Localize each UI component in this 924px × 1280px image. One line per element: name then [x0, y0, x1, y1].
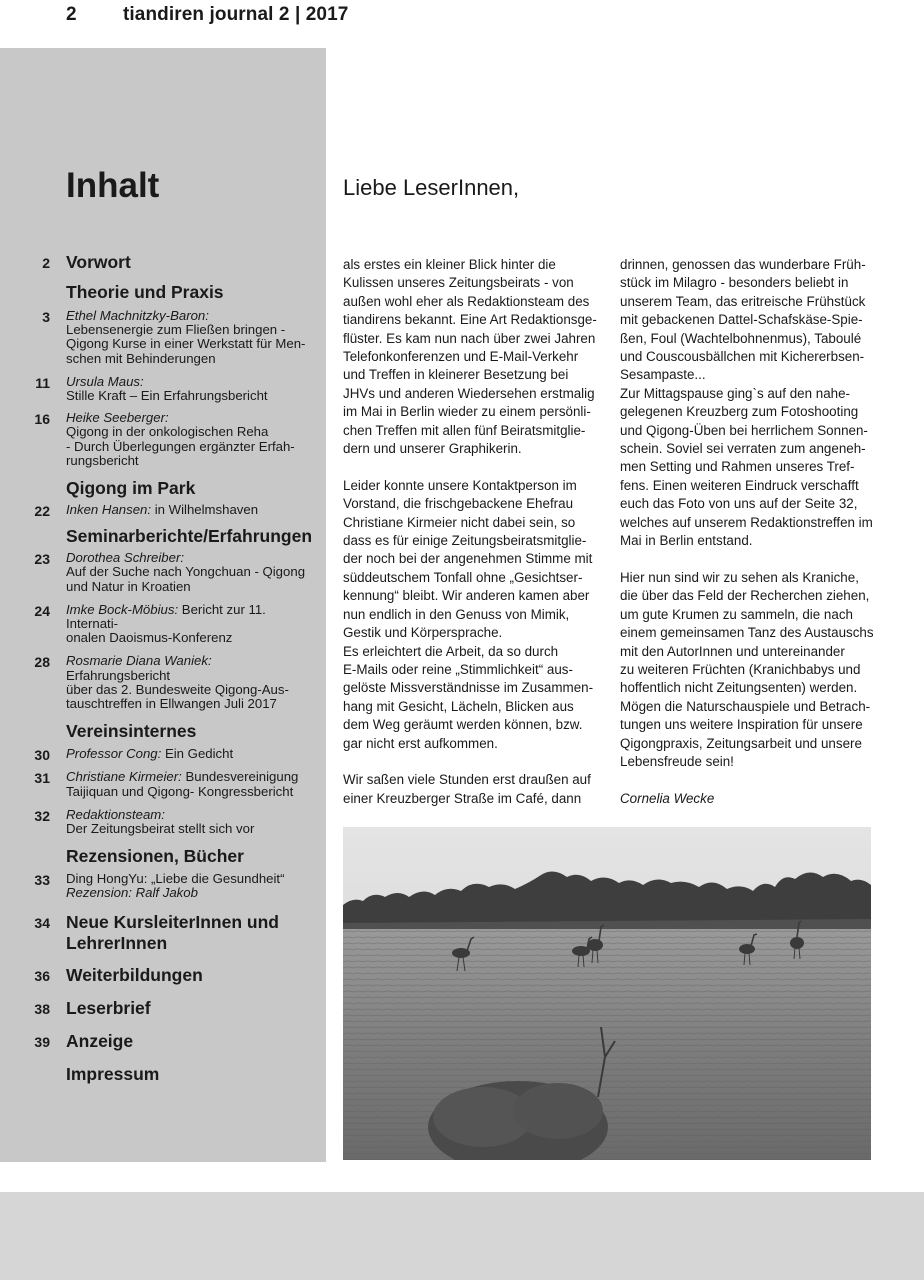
- letter-line: welches auf unserem Redaktionstreffen im: [620, 514, 873, 530]
- toc-section: [0, 526, 326, 547]
- toc-entry: [0, 770, 326, 798]
- letter-line: Lebensfreude sein!: [620, 753, 734, 769]
- toc-entry: [0, 375, 326, 403]
- letter-line: mit den AutorInnen und untereinander: [620, 643, 845, 659]
- toc-entry-author: Christiane Kirmeier:: [66, 769, 182, 785]
- letter-line: tiandirens bekannt. Eine Art Redaktionsge-: [343, 312, 597, 328]
- letter-line: hang mit Gesicht, Lächeln, Blicken aus: [343, 698, 574, 714]
- letter-line: drinnen, genossen das wunderbare Früh-: [620, 257, 866, 272]
- letter-line: Telefonkonferenzen und E-Mail-Verkehr: [343, 349, 579, 365]
- letter-line: dern und unserer Graphikerin.: [343, 441, 522, 457]
- toc-section: [0, 1064, 326, 1085]
- toc-entry-author: Heike Seeberger:: [66, 410, 169, 426]
- toc-entry-line: Stille Kraft – Ein Erfahrungsbericht: [66, 388, 268, 404]
- toc-entry-author: Redaktionsteam:: [66, 806, 165, 822]
- letter-line: gelöste Missverständnisse im Zusammen-: [343, 680, 594, 696]
- letter-line: um gute Krumen zu sammeln, die nach: [620, 606, 853, 622]
- toc-section-title: Vereinsinternes: [66, 721, 197, 742]
- toc-section-title: Weiterbildungen: [66, 964, 203, 985]
- toc-section: [0, 721, 326, 742]
- toc-entry-author: Rosmarie Diana Waniek:: [66, 653, 212, 669]
- letter-line: mit gebackenen Dattel-Schafskäse-Spie-: [620, 312, 863, 328]
- letter-signature: Cornelia Wecke: [620, 790, 715, 806]
- letter-line: unserem Team, das eritreische Frühstück: [620, 293, 866, 309]
- letter-line: fens. Einen weiteren Eindruck verschafft: [620, 477, 859, 493]
- toc-entry-line: Bericht zur 11. Internati-: [66, 601, 266, 632]
- toc-page-number: 33: [34, 872, 50, 889]
- toc-entry-line: tauschtreffen in Ellwangen Juli 2017: [66, 696, 277, 712]
- toc-page-number: 22: [34, 503, 50, 520]
- toc-page-number: 36: [34, 967, 50, 984]
- journal-title: tiandiren journal 2 | 2017: [123, 4, 349, 25]
- toc-section-title: Qigong im Park: [66, 478, 196, 499]
- letter-line: E-Mails oder reine „Stimmlichkeit“ aus-: [343, 661, 573, 677]
- letter-paragraph: [343, 771, 601, 808]
- toc-section: [0, 282, 326, 303]
- toc-entry-author: Dorothea Schreiber:: [66, 550, 185, 566]
- toc-entry-line: Bundesvereinigung: [181, 769, 299, 785]
- toc-entry-line: Qigong Kurse in einer Werkstatt für Men-: [66, 336, 306, 352]
- letter-paragraph: [620, 569, 878, 771]
- toc-entry-line: Lebensenergie zum Fließen bringen -: [66, 322, 286, 338]
- letter-line: Qigongpraxis, Zeitungsarbeit und unsere: [620, 735, 862, 751]
- toc-entry: [0, 309, 326, 366]
- toc-page-number: 23: [34, 551, 50, 568]
- letter-line: Gestik und Körpersprache.: [343, 625, 503, 641]
- toc-entry: [0, 872, 326, 900]
- letter-line: außen wohl eher als Redaktionsteam des: [343, 293, 590, 309]
- toc-entry-line: Qigong in der onkologischen Reha: [66, 424, 269, 440]
- letter-line: als erstes ein kleiner Blick hinter die: [343, 257, 556, 272]
- letter-line: Wir saßen viele Stunden erst draußen auf: [343, 772, 591, 788]
- toc-page-number: 32: [34, 807, 50, 824]
- letter-line: dem Weg geräumt werden können, bzw.: [343, 717, 583, 733]
- letter-paragraph: [343, 643, 601, 753]
- toc-entry-line: rungsbericht: [66, 452, 139, 468]
- photo-illustration: [343, 827, 871, 1160]
- letter-line: JHVs und anderen Wiedersehen erstmalig: [343, 385, 595, 401]
- toc-entry: [0, 603, 326, 646]
- letter-line: süddeutschem Tonfall ohne „Gesichtser-: [343, 569, 583, 585]
- toc-entry-line: schen mit Behinderungen: [66, 350, 216, 366]
- letter-paragraph: [343, 477, 601, 643]
- letter-line: Mai in Berlin entstand.: [620, 533, 753, 549]
- toc-title: Inhalt: [66, 166, 160, 205]
- letter-line: im Mai in Berlin wieder zu einem persönli-: [343, 404, 591, 420]
- toc-section: [0, 252, 326, 273]
- toc-page-number: 39: [34, 1033, 50, 1050]
- toc-page-number: 16: [34, 411, 50, 428]
- toc-entry-line: onalen Daoismus-Konferenz: [66, 630, 233, 646]
- toc-page-number: 38: [34, 1000, 50, 1017]
- toc-entry: [0, 746, 326, 764]
- toc-section: [0, 998, 326, 1019]
- letter-line: gar nicht erst aufkommen.: [343, 735, 498, 751]
- letter-line: und Qigong-Üben bei herrlichem Sonnen-: [620, 422, 868, 438]
- letter-line: Kulissen unseres Zeitungsbeirats - von: [343, 275, 574, 291]
- toc-section: [0, 846, 326, 867]
- toc-entry: [0, 654, 326, 711]
- toc-page-number: 28: [34, 654, 50, 671]
- toc-entry-line: Auf der Suche nach Yongchuan - Qigong: [66, 564, 306, 580]
- toc-page-number: 3: [42, 309, 50, 325]
- toc-entry-author: Ethel Machnitzky-Baron:: [66, 308, 209, 323]
- letter-line: flüster. Es kam nun nach über zwei Jahren: [343, 330, 596, 346]
- toc-section-title: Theorie und Praxis: [66, 282, 224, 302]
- letter-line: Es erleichtert die Arbeit, da so durch: [343, 643, 559, 659]
- toc-entry-author: Ursula Maus:: [66, 373, 144, 389]
- toc-entry-line: - Durch Überlegungen ergänzter Erfah-: [66, 438, 295, 454]
- letter-line: und Treffen in kleinerer Besetzung bei: [343, 367, 569, 383]
- letter-line: Sesampaste...: [620, 367, 706, 383]
- letter-paragraph: [343, 256, 601, 458]
- toc-entry-author: Inken Hansen:: [66, 502, 152, 518]
- toc-entry-line: und Natur in Kroatien: [66, 578, 191, 594]
- toc-section-title: Vorwort: [66, 252, 131, 272]
- toc-entry-line: Ding HongYu: „Liebe die Gesundheit“: [66, 871, 285, 887]
- letter-line: einer Kreuzberger Straße im Café, dann: [343, 790, 582, 806]
- letter-line: Mögen die Naturschauspiele und Betrach-: [620, 698, 871, 714]
- letter-line: Leider konnte unsere Kontaktperson im: [343, 477, 577, 493]
- toc-entry: [0, 808, 326, 836]
- toc-section-title: Rezensionen, Bücher: [66, 846, 244, 867]
- toc-section-title: Seminarberichte/Erfahrungen: [66, 526, 313, 547]
- toc-section-title: Leserbrief: [66, 997, 151, 1018]
- toc-page-number: 11: [35, 374, 50, 391]
- toc-entry-author: Rezension: Ralf Jakob: [66, 885, 198, 901]
- toc-entry: [0, 502, 326, 520]
- toc-entry-line: Der Zeitungsbeirat stellt sich vor: [66, 821, 255, 837]
- letter-paragraph: [620, 256, 878, 385]
- page-header: [0, 0, 924, 48]
- toc-entry-line: Erfahrungsbericht: [66, 667, 171, 683]
- toc-entry: [0, 551, 326, 594]
- toc-page-number: 24: [34, 602, 50, 619]
- letter-line: einem gemeinsamen Tanz des Austauschs: [620, 625, 874, 641]
- letter-line: ßen, Foul (Wachtelbohnenmus), Taboulé: [620, 330, 862, 346]
- letter-line: kennung“ bleibt. Wir anderen kamen aber: [343, 588, 590, 604]
- toc-entry-line: Ein Gedicht: [161, 746, 234, 762]
- toc-section-title: Anzeige: [66, 1030, 134, 1051]
- toc-page-number: 34: [34, 914, 50, 931]
- letter-column-left: [343, 256, 601, 827]
- toc-section: [0, 1031, 326, 1052]
- letter-greeting: Liebe LeserInnen,: [343, 175, 520, 200]
- toc-section: [0, 912, 326, 954]
- letter-line: und Couscousbällchen mit Kichererbsen-: [620, 349, 865, 365]
- table-of-contents: [0, 252, 326, 1085]
- toc-entry-line: Taijiquan und Qigong- Kongressbericht: [66, 783, 294, 799]
- letter-paragraph: [620, 385, 878, 551]
- toc-entry: [0, 411, 326, 468]
- letter-line: gelegenen Kreuzberg zum Fotoshooting: [620, 404, 859, 420]
- letter-line: schein. Soviel sei verraten zum angeneh-: [620, 441, 866, 457]
- toc-entry-author: Professor Cong:: [66, 746, 162, 762]
- toc-section-title: Impressum: [66, 1063, 160, 1084]
- toc-section: [0, 478, 326, 499]
- toc-page-number: 2: [42, 255, 50, 271]
- letter-line: chen Treffen mit allen fünf Beiratsmitglie-: [343, 422, 586, 438]
- letter-line: Christiane Kirmeier nicht dabei sein, so: [343, 514, 576, 530]
- letter-line: tungen uns weitere Inspiration für unsere: [620, 717, 863, 733]
- crane-field-photo: [343, 827, 871, 1160]
- letter-line: nun endlich in den Genuss von Mimik,: [343, 606, 570, 622]
- letter-line: hoffentlich nicht Zeitungsenten) werden.: [620, 680, 858, 696]
- page-number: 2: [66, 4, 77, 25]
- letter-column-right: [620, 256, 878, 808]
- footer-band: [0, 1192, 924, 1280]
- toc-entry-author: Imke Bock-Möbius:: [66, 601, 179, 617]
- toc-section-title: LehrerInnen: [66, 932, 168, 953]
- letter-line: die über das Feld der Recherchen ziehen,: [620, 588, 870, 604]
- letter-line: stück im Milagro - besonders beliebt in: [620, 275, 849, 291]
- letter-line: Vorstand, die frischgebackene Ehefrau: [343, 496, 574, 512]
- toc-section-title: Neue KursleiterInnen und: [66, 911, 279, 932]
- letter-line: Zur Mittagspause ging`s auf den nahe-: [620, 385, 851, 401]
- toc-entry-line: über das 2. Bundesweite Qigong-Aus-: [66, 681, 289, 697]
- toc-section: [0, 965, 326, 986]
- toc-page-number: 31: [34, 770, 50, 787]
- toc-page-number: 30: [34, 747, 50, 764]
- toc-entry-line: in Wilhelmshaven: [151, 502, 259, 518]
- letter-line: men Setting und Rahmen unseres Tref-: [620, 459, 855, 475]
- letter-line: euch das Foto von uns auf der Seite 32,: [620, 496, 858, 512]
- letter-line: zu weiteren Früchten (Kranichbabys und: [620, 661, 861, 677]
- letter-line: der noch bei der angenehmen Stimme mit: [343, 551, 593, 567]
- letter-line: Hier nun sind wir zu sehen als Kraniche,: [620, 569, 859, 585]
- letter-line: dass es für einige Zeitungsbeiratsmitglie-: [343, 533, 587, 549]
